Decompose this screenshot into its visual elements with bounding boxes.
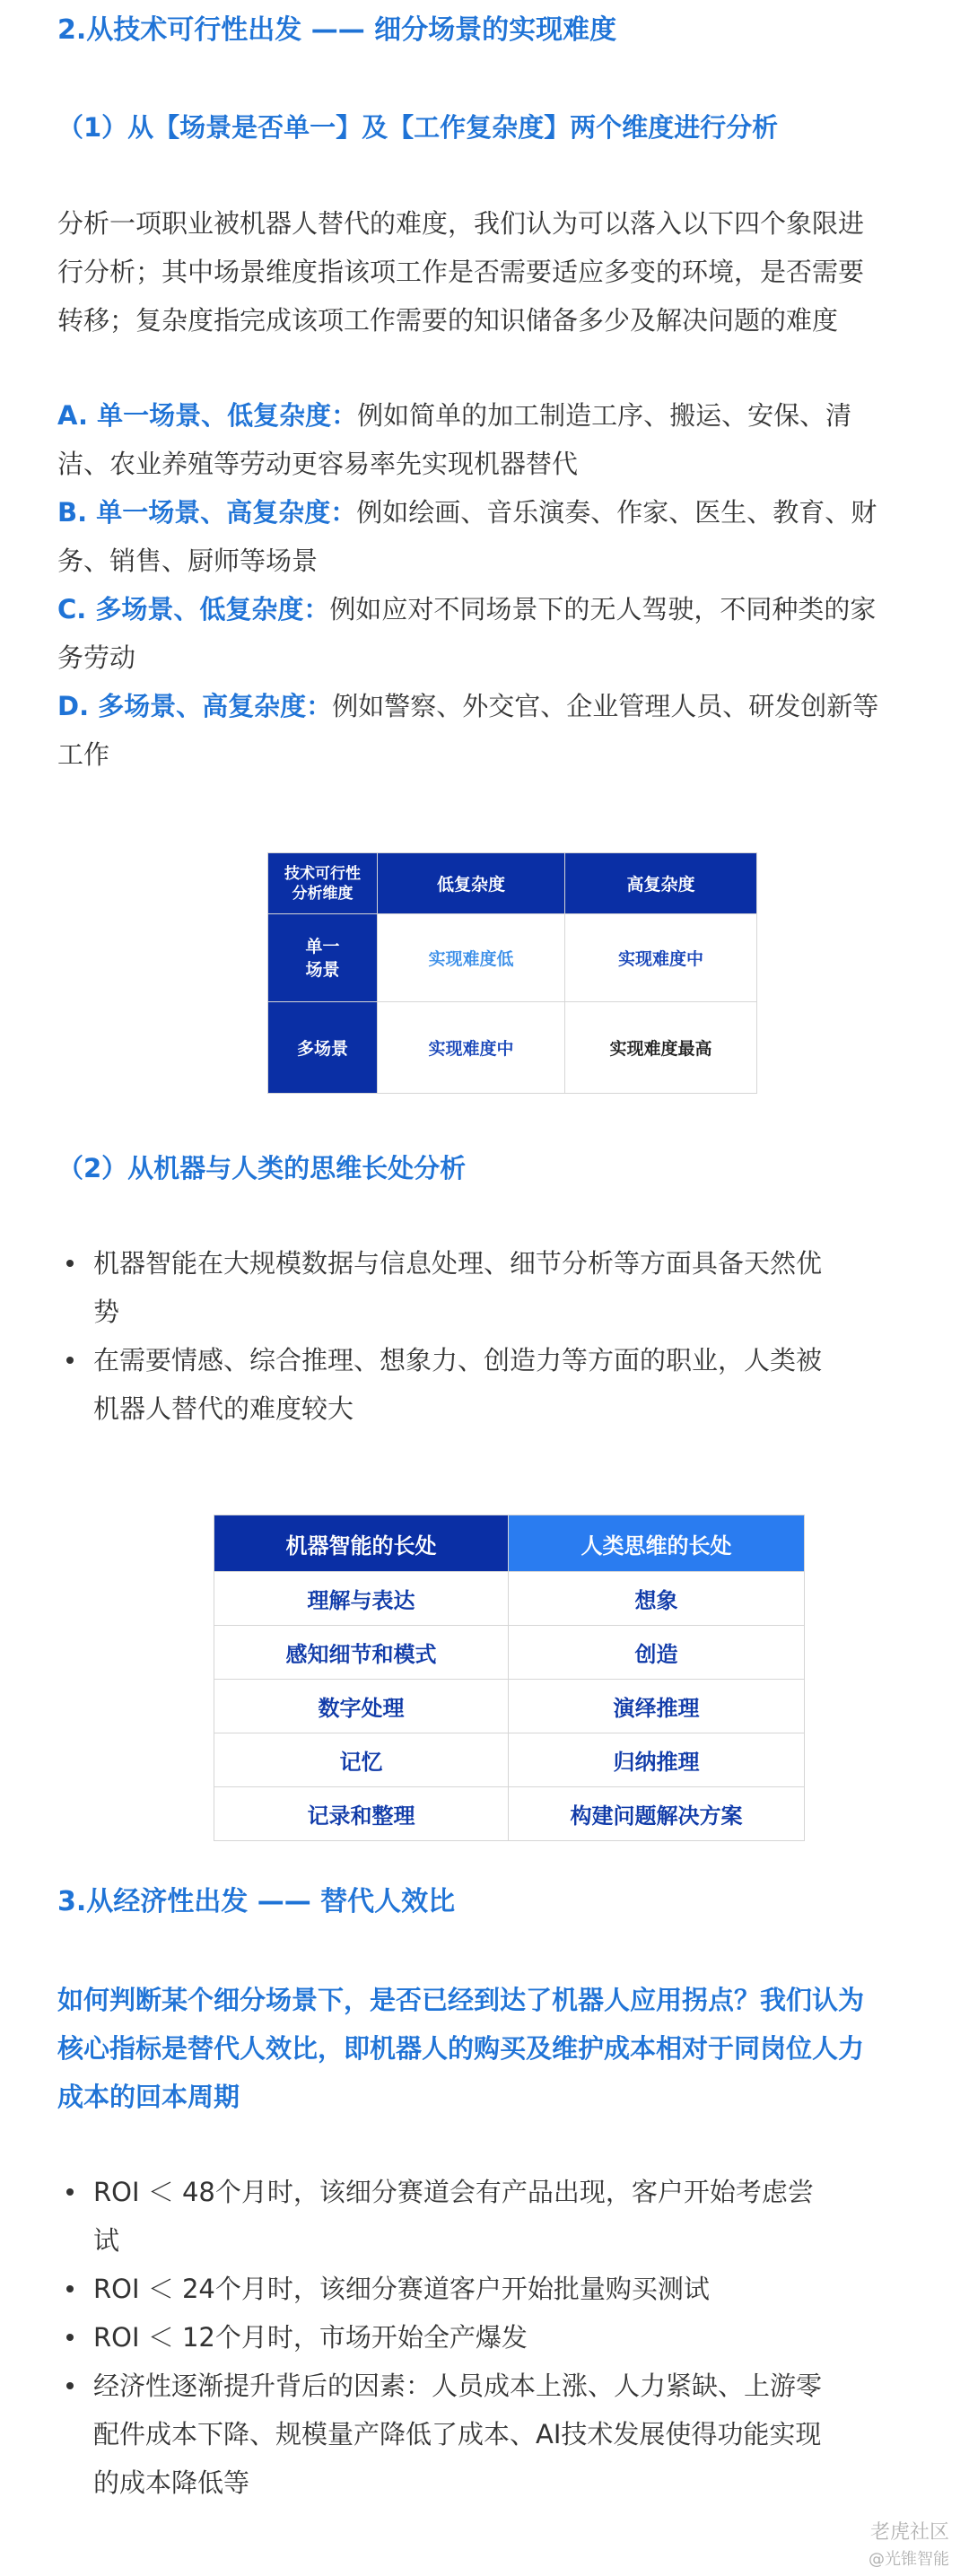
emph-line: 如何判断某个细分场景下，是否已经到达了机器人应用拐点？我们认为 [57,1985,865,2015]
quadrant-d-label: D. 多场景、高复杂度： [57,691,333,721]
bullet-line: 势 [93,1297,120,1327]
feasibility-matrix-table [267,852,757,1094]
intro-line: 分析一项职业被机器人替代的难度，我们认为可以落入以下四个象限进 [57,208,865,239]
machine-strength-cell: 感知细节和模式 [214,1626,509,1680]
quadrant-c [57,585,946,633]
matrix-corner-cell [268,853,378,914]
intro-line: 转移；复杂度指完成该项工作需要的知识储备多少及解决问题的难度 [57,305,839,336]
quadrant-c-cont: 务劳动 [57,642,136,673]
matrix-cell: 实现难度中 [565,914,757,1002]
matrix-cell: 实现难度最高 [565,1002,757,1094]
matrix-row-single [268,914,757,1002]
list-item [66,2168,928,2265]
machine-strength-cell: 记录和整理 [214,1787,509,1841]
intro-line: 行分析；其中场景维度指该项工作是否需要适应多变的环境，是否需要 [57,257,865,287]
human-strength-cell: 想象 [509,1572,805,1626]
matrix-corner-line: 分析维度 [292,884,354,903]
bullet-line: 在需要情感、综合推理、想象力、创造力等方面的职业，人类被 [93,1345,823,1375]
list-item [66,1336,928,1433]
section-3-title: 3.从经济性出发 —— 替代人效比 [57,1886,456,1917]
quadrant-a-cont: 洁、农业养殖等劳动更容易率先实现机器替代 [57,449,579,479]
matrix-corner-line: 技术可行性 [284,864,361,883]
bullet-line: ROI ＜ 12个月时，市场开始全产爆发 [93,2322,528,2353]
quadrant-d-cont: 工作 [57,739,110,770]
list-item [66,1239,928,1336]
intro-paragraph [57,199,946,345]
table-row [214,1733,805,1787]
quadrant-b-cont: 务、销售、厨师等场景 [57,546,319,576]
human-strength-cell: 归纳推理 [509,1733,805,1787]
matrix-row-multi [268,1002,757,1094]
table-row [214,1680,805,1733]
quadrant-d [57,682,946,730]
matrix-cell: 实现难度中 [378,1002,565,1094]
bullet-line: 机器人替代的难度较大 [93,1393,354,1424]
quadrant-a-text: 例如简单的加工制造工序、搬运、安保、清 [357,400,852,431]
table-row [214,1787,805,1841]
roi-bullets [66,2168,928,2507]
list-item [66,2313,928,2362]
bullet-line: ROI ＜ 24个月时，该细分赛道客户开始批量购买测试 [93,2274,710,2304]
emph-line: 核心指标是替代人效比，即机器人的购买及维护成本相对于同岗位人力 [57,2033,865,2064]
emph-line: 成本的回本周期 [57,2082,240,2112]
matrix-row-label-line: 单一 [305,936,340,956]
bullet-line: 配件成本下降、规模量产降低了成本、AI技术发展使得功能实现 [93,2419,822,2449]
bullet-line: 试 [93,2225,120,2256]
machine-strength-cell: 数字处理 [214,1680,509,1733]
human-strength-cell: 演绎推理 [509,1680,805,1733]
machine-strength-cell: 记忆 [214,1733,509,1787]
strengths-table [214,1515,805,1841]
bullet-line: ROI ＜ 48个月时，该细分赛道会有产品出现，客户开始考虑尝 [93,2177,814,2207]
quadrant-a-label: A. 单一场景、低复杂度： [57,400,358,431]
watermark-main: 老虎社区 [869,2521,949,2544]
watermark [869,2519,949,2573]
bullet-line: 机器智能在大规模数据与信息处理、细节分析等方面具备天然优 [93,1248,823,1279]
human-strengths-header: 人类思维的长处 [509,1515,805,1572]
matrix-col-high: 高复杂度 [565,853,757,914]
matrix-header-row [268,853,757,914]
quadrant-c-label: C. 多场景、低复杂度： [57,594,330,624]
matrix-cell: 实现难度低 [378,914,565,1002]
quadrant-list [57,391,946,779]
subsection-2-title: （2）从机器与人类的思维长处分析 [57,1153,467,1183]
quadrant-b [57,488,946,537]
matrix-row-single-label [268,914,378,1002]
table-row [214,1572,805,1626]
bullet-line: 的成本降低等 [93,2467,250,2498]
table-row [214,1626,805,1680]
quadrant-b-text: 例如绘画、音乐演奏、作家、医生、教育、财 [356,497,877,528]
list-item [66,2265,928,2313]
thinking-strengths-bullets [66,1239,928,1433]
matrix-col-low: 低复杂度 [378,853,565,914]
bullet-line: 经济性逐渐提升背后的因素：人员成本上涨、人力紧缺、上游零 [93,2371,823,2401]
quadrant-c-text: 例如应对不同场景下的无人驾驶，不同种类的家 [329,594,877,624]
human-strength-cell: 构建问题解决方案 [509,1787,805,1841]
key-metric-paragraph [57,1976,946,2121]
matrix-row-label-line: 场景 [305,959,340,980]
list-item [66,2362,928,2507]
machine-strengths-header: 机器智能的长处 [214,1515,509,1572]
machine-strength-cell: 理解与表达 [214,1572,509,1626]
watermark-sub: @光锥智能 [869,2550,949,2569]
section-2-title: 2.从技术可行性出发 —— 细分场景的实现难度 [57,14,617,46]
subsection-1-title: （1）从【场景是否单一】及【工作复杂度】两个维度进行分析 [57,112,779,143]
quadrant-a [57,391,946,440]
matrix-row-multi-label: 多场景 [268,1002,378,1094]
quadrant-b-label: B. 单一场景、高复杂度： [57,497,357,528]
human-strength-cell: 创造 [509,1626,805,1680]
strengths-header-row [214,1515,805,1572]
quadrant-d-text: 例如警察、外交官、企业管理人员、研发创新等 [332,691,879,721]
